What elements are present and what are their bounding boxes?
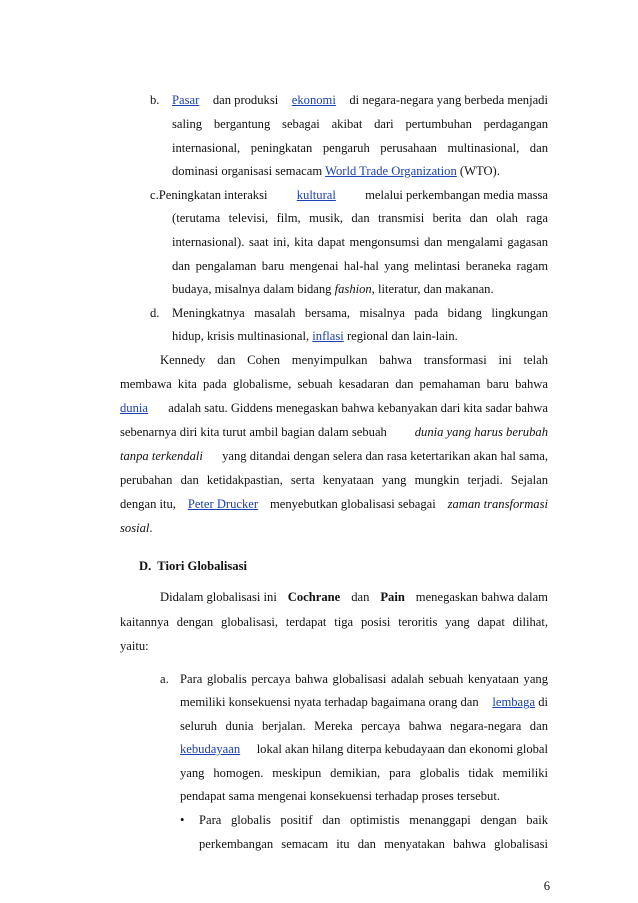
item-c-line-5: budaya, misalnya dalam bidang fashion, literatur, dan makanan. [172, 282, 494, 296]
section-heading: D. Tiori Globalisasi [139, 559, 248, 573]
link-kultural[interactable]: kultural [296, 188, 336, 202]
item-b-line-3: internasional, peningkatan pengaruh perusahaan multinasional, dan [172, 141, 548, 155]
para2-line-1: Didalam globalisasi ini Cochrane dan Pain menegaskan bahwa dalam [160, 590, 548, 604]
item-a-line-5: yang homogen. meskipun demikian, para globalis tidak memiliki [180, 766, 548, 780]
item-d-marker: d. [150, 306, 160, 320]
bullet-line-1: Para globalis positif dan optimistis menanggapi dengan baik [199, 813, 548, 827]
item-c-line-4: dan pengalaman baru mengenai hal-hal yang melintasi beraneka ragam [172, 259, 548, 273]
item-c-line-3: internasional). saat ini, kita dapat mengonsumsi dan mengalami gagasan [172, 235, 548, 249]
bullet-icon: • [180, 813, 185, 827]
item-b-line-1: Pasar dan produksi ekonomi di negara-negara yang berbeda menjadi [172, 93, 548, 107]
item-c-line-2: (terutama televisi, film, musik, dan transmisi berita dan olah raga [172, 211, 548, 225]
item-d-line-2: hidup, krisis multinasional, inflasi regional dan lain-lain. [172, 329, 458, 343]
item-a-marker: a. [160, 672, 169, 686]
item-a-line-2: memiliki konsekuensi nyata terhadap bagaimana orang dan lembaga di [180, 695, 548, 709]
page-number: 6 [543, 879, 550, 893]
item-a-line-1: Para globalis percaya bahwa globalisasi adalah sebuah kenyataan yang [180, 672, 548, 686]
link-ekonomi[interactable]: ekonomi [291, 93, 336, 107]
para1-line-3: dunia adalah satu. Giddens menegaskan bahwa kebanyakan dari kita sadar bahwa [120, 401, 548, 415]
para2-line-2: kaitannya dengan globalisasi, terdapat tiga posisi teroritis yang dapat dilihat, [120, 615, 548, 629]
item-c-line-1: c.Peningkatan interaksi kultural melalui perkembangan media massa [150, 188, 548, 202]
link-kebudayaan[interactable]: kebudayaan [180, 742, 241, 756]
item-b-marker: b. [150, 93, 160, 107]
para1-line-5: tanpa terkendali yang ditandai dengan selera dan rasa ketertarikan akan hal sama, [120, 449, 548, 463]
link-pasar[interactable]: Pasar [172, 93, 200, 107]
item-b-line-4: dominasi organisasi semacam World Trade Organization (WTO). [172, 164, 500, 178]
item-b-line-2: saling bergantung sebagai akibat dari pertumbuhan perdagangan [172, 117, 548, 131]
para1-line-2: membawa kita pada globalisme, sebuah kesadaran dan pemahaman baru bahwa [120, 377, 548, 391]
item-a-line-3: seluruh dunia berjalan. Mereka percaya bahwa negara-negara dan [180, 719, 548, 733]
link-wto[interactable]: World Trade Organization [325, 164, 457, 178]
para1-line-4: sebenarnya diri kita turut ambil bagian dalam sebuah dunia yang harus berubah [120, 425, 548, 439]
link-peter-drucker[interactable]: Peter Drucker [187, 497, 259, 511]
item-a-line-4: kebudayaan lokal akan hilang diterpa kebudayaan dan ekonomi global [180, 742, 548, 756]
para1-line-1: Kennedy dan Cohen menyimpulkan bahwa transformasi ini telah [160, 353, 548, 367]
para2-line-3: yaitu: [120, 639, 149, 653]
link-lembaga[interactable]: lembaga [492, 695, 536, 709]
para1-line-7: dengan itu, Peter Drucker menyebutkan globalisasi sebagai zaman transformasi [120, 497, 548, 511]
link-dunia[interactable]: dunia [120, 401, 148, 415]
para1-line-6: perubahan dan ketidakpastian, serta kenyataan yang mungkin terjadi. Sejalan [120, 473, 548, 487]
bullet-line-2: perkembangan semacam itu dan menyatakan bahwa globalisasi [199, 837, 548, 851]
item-d-line-1: Meningkatnya masalah bersama, misalnya pada bidang lingkungan [172, 306, 548, 320]
item-a-line-6: pendapat sama mengenai konsekuensi terhadap proses tersebut. [180, 789, 500, 803]
link-inflasi[interactable]: inflasi [312, 329, 344, 343]
para1-line-8: sosial. [120, 521, 153, 535]
